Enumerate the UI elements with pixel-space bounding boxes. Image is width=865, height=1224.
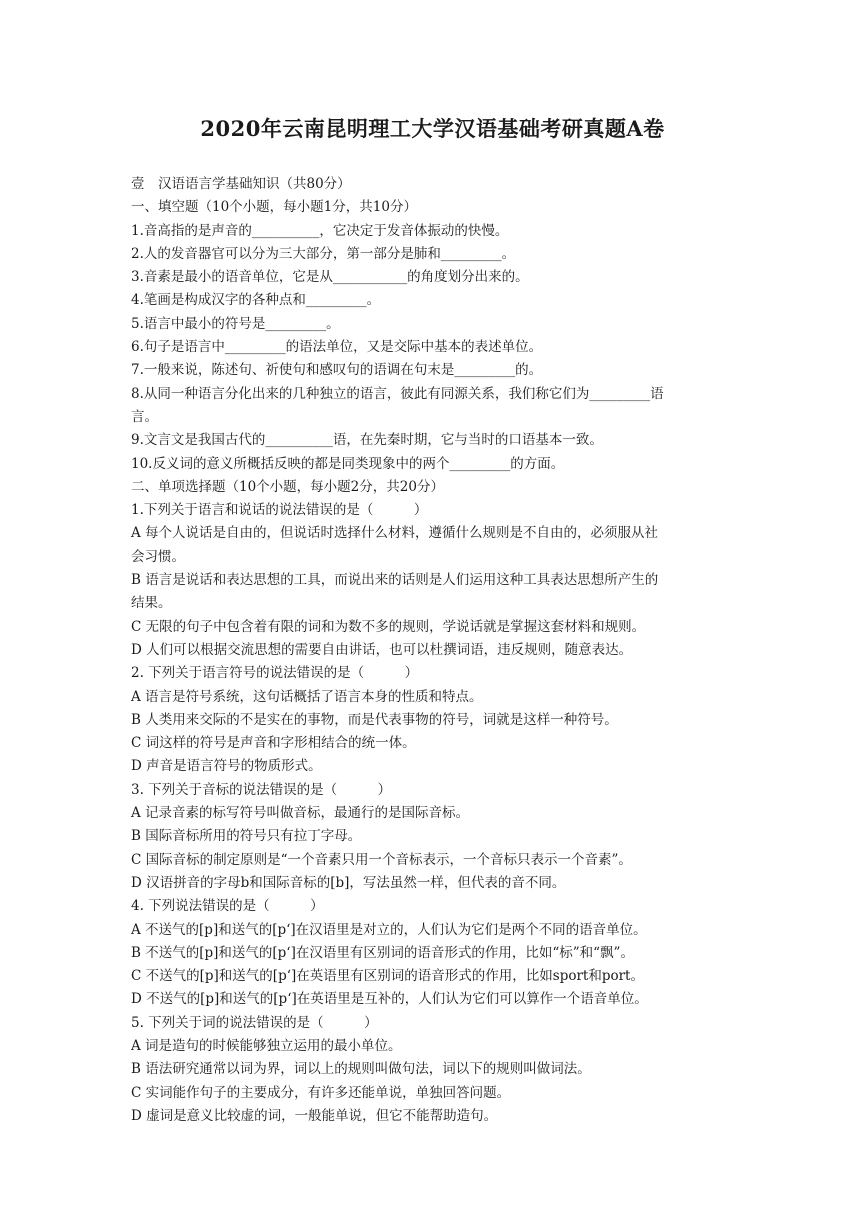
- question-line-continued: 言。: [131, 408, 158, 425]
- section-heading-multiple-choice: 二、单项选择题（10个小题，每小题2分，共20分）: [131, 478, 444, 495]
- question-stem: 4. 下列说法错误的是（ ）: [131, 898, 324, 915]
- option-line: B 语法研究通常以词为界，词以上的规则叫做句法，词以下的规则叫做词法。: [131, 1061, 591, 1078]
- question-stem: 2. 下列关于语言符号的说法错误的是（ ）: [131, 665, 419, 682]
- question-stem: 5. 下列关于词的说法错误的是（ ）: [131, 1014, 378, 1031]
- question-line: 9.文言文是我国古代的__________语，在先秦时期，它与当时的口语基本一致。: [131, 432, 603, 449]
- question-line: 8.从同一种语言分化出来的几种独立的语言，彼此有同源关系，我们称它们为_________语: [131, 385, 664, 402]
- question-line: 6.句子是语言中_________的语法单位，又是交际中基本的表述单位。: [131, 339, 543, 356]
- option-line: C 不送气的[p]和送气的[p‘]在英语里有区别词的语音形式的作用，比如sport和port。: [131, 968, 644, 985]
- option-line: D 虚词是意义比较虚的词，一般能单说，但它不能帮助造句。: [131, 1107, 498, 1124]
- option-line: A 语言是符号系统，这句话概括了语言本身的性质和特点。: [131, 688, 483, 705]
- option-line: C 国际音标的制定原则是“一个音素只用一个音标表示，一个音标只表示一个音素”。: [131, 851, 632, 868]
- question-line: 5.语言中最小的符号是_________。: [131, 315, 340, 332]
- document-body: [131, 173, 741, 1128]
- option-line: B 语言是说话和表达思想的工具，而说出来的话则是人们运用这种工具表达思想所产生的: [131, 572, 659, 589]
- option-line: D 汉语拼音的字母b和国际音标的[b]，写法虽然一样，但代表的音不同。: [131, 874, 566, 891]
- option-line: D 声音是语言符号的物质形式。: [131, 758, 322, 775]
- question-stem: 1.下列关于语言和说话的说法错误的是（ ）: [131, 502, 428, 519]
- option-line: D 不送气的[p]和送气的[p‘]在英语里是互补的，人们认为它们可以算作一个语音单位。: [131, 991, 648, 1008]
- question-line: 2.人的发音器官可以分为三大部分，第一部分是肺和_________。: [131, 245, 516, 262]
- option-line-continued: 会习惯。: [131, 548, 185, 565]
- question-line: 1.音高指的是声音的__________，它决定于发音体振动的快慢。: [131, 222, 509, 239]
- part-heading: 壹 汉语语言学基础知识（共80分）: [131, 176, 351, 192]
- option-line: B 不送气的[p]和送气的[p‘]在汉语里有区别词的语音形式的作用，比如“标”和“飘”。: [131, 944, 634, 961]
- option-line: C 词这样的符号是声音和字形相结合的统一体。: [131, 735, 416, 752]
- option-line: A 每个人说话是自由的，但说话时选择什么材料，遵循什么规则是不自由的，必须服从社: [131, 525, 659, 542]
- option-line: B 人类用来交际的不是实在的事物，而是代表事物的符号，词就是这样一种符号。: [131, 711, 618, 728]
- option-line: B 国际音标所用的符号只有拉丁字母。: [131, 828, 362, 845]
- question-line: 3.音素是最小的语音单位，它是从___________的角度划分出来的。: [131, 269, 529, 286]
- option-line: A 不送气的[p]和送气的[p‘]在汉语里是对立的，人们认为它们是两个不同的语音单位。: [131, 921, 647, 938]
- option-line: A 记录音素的标写符号叫做音标，最通行的是国际音标。: [131, 805, 470, 822]
- option-line: C 实词能作句子的主要成分，有许多还能单说，单独回答问题。: [131, 1084, 511, 1101]
- option-line: A 词是造句的时候能够独立运用的最小单位。: [131, 1037, 402, 1054]
- question-line: 10.反义词的意义所概括反映的都是同类现象中的两个_________的方面。: [131, 455, 565, 472]
- section-heading-fill-in: 一、填空题（10个小题，每小题1分，共10分）: [131, 199, 417, 216]
- question-line: 4.笔画是构成汉字的各种点和_________。: [131, 292, 381, 309]
- page-title: 2020年云南昆明理工大学汉语基础考研真题A卷: [200, 116, 665, 141]
- option-line: C 无限的句子中包含着有限的词和为数不多的规则，学说话就是掌握这套材料和规则。: [131, 618, 646, 635]
- option-line: D 人们可以根据交流思想的需要自由讲话，也可以杜撰词语，违反规则，随意表达。: [131, 641, 633, 658]
- question-line: 7.一般来说，陈述句、祈使句和感叹句的语调在句末是_________的。: [131, 362, 543, 379]
- question-stem: 3. 下列关于音标的说法错误的是（ ）: [131, 781, 392, 798]
- option-line-continued: 结果。: [131, 595, 172, 612]
